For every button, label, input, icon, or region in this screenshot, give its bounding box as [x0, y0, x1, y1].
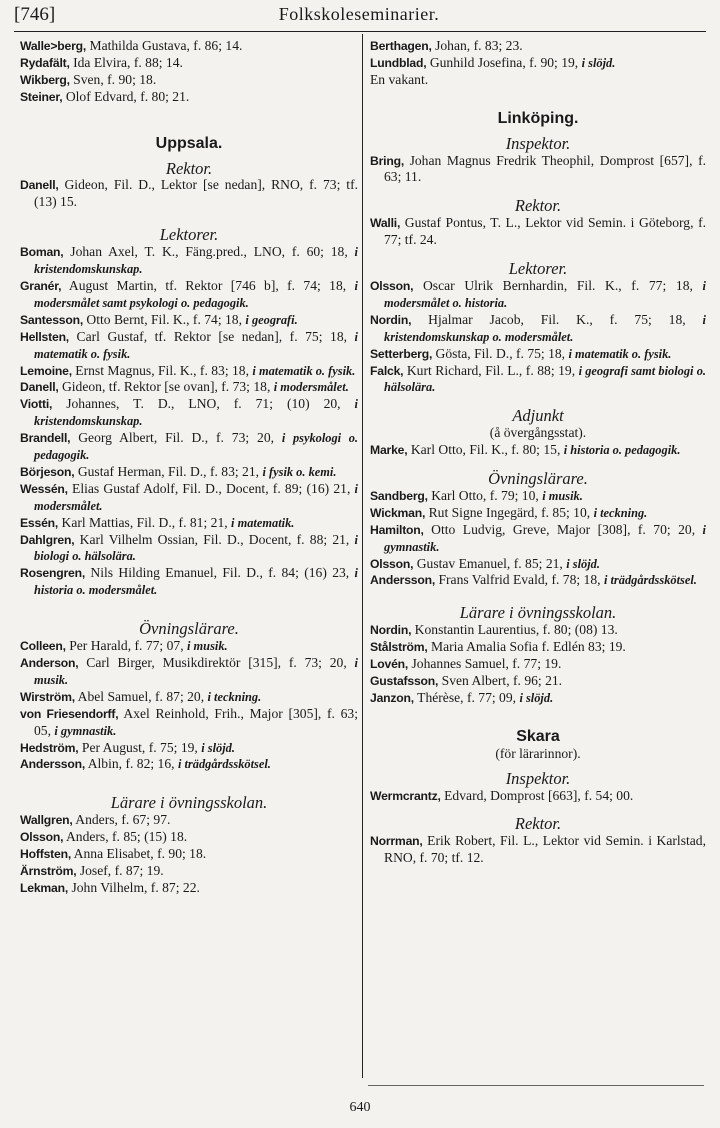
- entry-details: Ida Elvira, f. 88; 14.: [69, 54, 183, 70]
- entry-surname: Anderson,: [20, 656, 79, 670]
- directory-entry: [20, 756, 358, 773]
- entry-details: Konstantin Laurentius, f. 80; (08) 13.: [411, 622, 618, 638]
- entry-details: Nils Hilding Emanuel, Fil. D., f. 84; (16) 23,: [85, 565, 355, 581]
- entry-list: [20, 177, 358, 211]
- entry-details: Georg Albert, Fil. D., f. 73; 20,: [70, 430, 282, 446]
- section-heading-rektor: Rektor.: [165, 158, 213, 178]
- entry-details: August Martin, tf. Rektor [746 b], f. 74; 18,: [61, 277, 355, 293]
- entry-details: Axel Reinhold, Frih., Major [305], f. 63; 05,: [34, 705, 358, 738]
- directory-entry: [370, 346, 706, 363]
- entry-subject: i modersmålet samt psykologi o. pedagogik.: [34, 278, 358, 310]
- running-header: [14, 4, 704, 28]
- directory-entry: [370, 312, 706, 346]
- entry-details: Otto Bernt, Fil. K., f. 74; 18,: [83, 311, 246, 327]
- entry-subject: i psykologi o. pedagogik.: [34, 431, 358, 463]
- entry-surname: Sandberg,: [370, 488, 428, 503]
- directory-entry: [370, 488, 706, 505]
- entry-list: [370, 788, 706, 805]
- section-heading-inspektor: Inspektor.: [505, 768, 571, 788]
- entry-surname: Essén,: [20, 515, 59, 530]
- section-heading-ovningslarare: Övningslärare.: [488, 469, 588, 489]
- entry-list: [20, 244, 358, 599]
- directory-entry: [370, 278, 706, 312]
- entry-surname: Gustafsson,: [370, 674, 439, 688]
- entry-surname: Janzon,: [370, 690, 414, 705]
- entry-details: Gideon, tf. Rektor [se ovan], f. 73; 18,: [58, 379, 274, 395]
- directory-entry: [370, 622, 706, 639]
- entry-details: Johannes, T. D., LNO, f. 71; (10) 20,: [52, 396, 355, 412]
- entry-surname: Hoffsten,: [20, 847, 72, 862]
- entry-surname: Marke,: [370, 443, 408, 458]
- entry-subject: i teckning.: [207, 689, 262, 704]
- entry-subject: i gymnastik.: [54, 723, 117, 738]
- entry-subject: i kristendomskunskap.: [34, 397, 358, 429]
- entry-details: Karl Vilhelm Ossian, Fil. D., Docent, f. 88; 21,: [74, 531, 355, 547]
- entry-surname: Olsson,: [20, 830, 64, 845]
- section-heading-lektorer: Lektorer.: [159, 225, 219, 245]
- directory-entry: [370, 690, 706, 707]
- entry-details: Frans Valfrid Evald, f. 78; 18,: [435, 572, 604, 588]
- entry-list: [20, 638, 358, 773]
- directory-entry: [370, 572, 706, 589]
- entry-subject: i historia o. modersmålet.: [34, 566, 358, 598]
- directory-entry: [20, 244, 358, 278]
- directory-entry: [370, 833, 706, 867]
- entry-surname: Hedström,: [20, 740, 79, 755]
- directory-entry: [370, 363, 706, 397]
- directory-entry: [370, 673, 706, 690]
- entry-details: Johan Axel, T. K., Fäng.pred., LNO, f. 60; 18,: [63, 244, 355, 260]
- entry-surname: Andersson,: [370, 573, 436, 588]
- entry-surname: Colleen,: [20, 639, 66, 654]
- entry-details: Karl Otto, f. 79; 10,: [427, 487, 543, 503]
- directory-entry: [370, 639, 706, 656]
- entry-list: [370, 215, 706, 249]
- entry-subject: i slöjd.: [581, 55, 616, 70]
- directory-entry: [20, 829, 358, 846]
- column-divider: [362, 34, 363, 1078]
- section-heading-ovningsskolan: Lärare i övningsskolan.: [459, 603, 617, 623]
- entry-details: John Vilhelm, f. 87; 22.: [68, 879, 200, 895]
- entry-surname: Walle>berg,: [20, 39, 87, 53]
- directory-entry: [20, 278, 358, 312]
- left-column: [20, 38, 358, 897]
- entry-surname: Andersson,: [20, 757, 86, 772]
- directory-entry: [20, 177, 358, 211]
- entry-details: Maria Amalia Sofia f. Edlén 83; 19.: [427, 639, 626, 655]
- entry-subject: i geografi samt biologi o. hälsolära.: [384, 363, 706, 395]
- entry-surname: Viotti,: [20, 397, 53, 412]
- section-heading-ovningslarare: Övningslärare.: [139, 619, 239, 639]
- directory-entry: [20, 740, 358, 757]
- entry-surname: Wallgren,: [20, 813, 73, 828]
- entry-details: Sven, f. 90; 18.: [69, 71, 157, 87]
- entry-surname: Wikberg,: [20, 72, 70, 87]
- entry-surname: Lekman,: [20, 880, 69, 895]
- entry-details: Karl Mattias, Fil. D., f. 81; 21,: [58, 514, 232, 530]
- entry-subject: i musik.: [187, 639, 228, 654]
- adjunkt-note: (å övergångsstat).: [489, 425, 587, 441]
- directory-entry: [20, 846, 358, 863]
- entry-surname: von Friesendorff,: [20, 706, 119, 721]
- entry-details: Karl Otto, Fil. K., f. 80; 15,: [407, 442, 564, 458]
- entry-details: En vakant.: [370, 71, 429, 87]
- entry-details: Hjalmar Jacob, Fil. K., f. 75; 18,: [411, 311, 703, 327]
- directory-entry: [20, 464, 358, 481]
- entry-subject: i slöjd.: [201, 740, 235, 755]
- entry-details: Erik Robert, Fil. L., Lektor vid Semin. i Karlstad, RNO, f. 70; tf. 12.: [384, 833, 706, 866]
- entry-surname: Granér,: [20, 278, 62, 293]
- directory-entry: [370, 55, 706, 72]
- entry-surname: Danell,: [20, 380, 59, 395]
- entry-subject: i kristendomskunskap o. modersmålet.: [384, 312, 706, 344]
- section-heading-ovningsskolan: Lärare i övningsskolan.: [110, 793, 268, 813]
- directory-entry: [20, 706, 358, 740]
- entry-details: Otto Ludvig, Greve, Major [308], f. 70; 20,: [423, 521, 703, 537]
- directory-entry: [20, 38, 358, 55]
- section-heading-rektor: Rektor.: [514, 814, 562, 834]
- directory-entry: [20, 880, 358, 897]
- entry-subject: i slöjd.: [566, 556, 600, 571]
- entry-subject: i teckning.: [593, 505, 648, 520]
- city-heading-skara: Skara: [516, 727, 560, 745]
- entry-details: Gunhild Josefina, f. 90; 19,: [426, 54, 582, 70]
- section-heading-rektor: Rektor.: [514, 196, 562, 216]
- entry-subject: i matematik o. fysik.: [34, 329, 358, 361]
- entry-details: Gideon, Fil. D., Lektor [se nedan], RNO, f. 73; tf. (13) 15.: [34, 177, 358, 210]
- directory-entry: [20, 638, 358, 655]
- entry-details: Gustaf Pontus, T. L., Lektor vid Semin. i Göteborg, f. 77; tf. 24.: [384, 215, 706, 248]
- entry-surname: Steiner,: [20, 89, 63, 104]
- bottom-rule: [368, 1085, 704, 1086]
- page-title: Folkskoleseminarier.: [278, 4, 440, 24]
- entry-surname: Rydafält,: [20, 55, 70, 70]
- entry-surname: Ärnström,: [20, 863, 77, 878]
- entry-list: [370, 153, 706, 187]
- entry-details: Johannes Samuel, f. 77; 19.: [408, 656, 562, 672]
- entry-surname: Boman,: [20, 245, 64, 260]
- entry-list: [370, 38, 706, 89]
- entry-surname: Hamilton,: [370, 522, 424, 537]
- entry-surname: Lovén,: [370, 657, 409, 672]
- entry-details: Kurt Richard, Fil. L., f. 88; 19,: [403, 362, 579, 378]
- city-heading-linkoping: Linköping.: [497, 109, 579, 127]
- entry-details: Anders, f. 67; 97.: [72, 812, 171, 828]
- directory-entry: [370, 505, 706, 522]
- entry-details: Ernst Magnus, Fil. K., f. 83; 18,: [71, 362, 253, 378]
- right-column: [370, 38, 706, 867]
- directory-entry: [20, 72, 358, 89]
- directory-entry: [370, 788, 706, 805]
- entry-details: Gustaf Herman, Fil. D., f. 83; 21,: [74, 463, 263, 479]
- directory-entry: [370, 556, 706, 573]
- header-rule: [14, 31, 706, 32]
- entry-surname: Santesson,: [20, 312, 84, 327]
- entry-subject: i modersmålet.: [273, 380, 349, 395]
- entry-surname: Walli,: [370, 216, 401, 231]
- entry-surname: Danell,: [20, 178, 59, 193]
- entry-list: [370, 622, 706, 707]
- entry-subject: i kristendomskunskap.: [34, 245, 358, 277]
- directory-entry: [370, 442, 706, 459]
- entry-subject: i slöjd.: [519, 690, 554, 705]
- directory-entry: [20, 329, 358, 363]
- directory-entry: [370, 72, 706, 89]
- directory-entry: [20, 312, 358, 329]
- entry-subject: i modersmålet o. historia.: [384, 278, 706, 310]
- entry-surname: Bring,: [370, 153, 405, 168]
- entry-surname: Wermcrantz,: [370, 788, 441, 803]
- entry-subject: i historia o. pedagogik.: [563, 443, 681, 458]
- entry-subject: i modersmålet.: [34, 481, 358, 513]
- directory-entry: [370, 215, 706, 249]
- entry-details: Johan, f. 83; 23.: [431, 38, 523, 53]
- entry-subject: i geografi.: [245, 312, 298, 327]
- entry-subject: i matematik o. fysik.: [568, 346, 672, 361]
- directory-entry: [370, 656, 706, 673]
- entry-details: Johan Magnus Fredrik Theophil, Domprost [657], f. 63; 11.: [384, 152, 706, 185]
- directory-entry: [20, 89, 358, 106]
- directory-entry: [370, 38, 706, 55]
- directory-entry: [20, 689, 358, 706]
- directory-entry: [20, 379, 358, 396]
- entry-surname: Nordin,: [370, 312, 412, 327]
- directory-entry: [20, 363, 358, 380]
- directory-entry: [20, 396, 358, 430]
- directory-entry: [20, 655, 358, 689]
- entry-surname: Börjeson,: [20, 464, 75, 479]
- entry-details: Oscar Ulrik Bernhardin, Fil. K., f. 77; 18,: [413, 277, 703, 293]
- entry-surname: Stålström,: [370, 640, 428, 655]
- entry-surname: Hellsten,: [20, 329, 69, 344]
- entry-subject: i musik.: [542, 488, 583, 503]
- page-number: 640: [349, 1100, 371, 1115]
- entry-details: Josef, f. 87; 19.: [76, 862, 164, 878]
- directory-entry: [370, 153, 706, 187]
- entry-details: Mathilda Gustava, f. 86; 14.: [86, 38, 243, 53]
- entry-subject: i matematik o. fysik.: [252, 363, 356, 378]
- entry-details: Thérèse, f. 77; 09,: [413, 689, 520, 705]
- entry-list: [370, 278, 706, 396]
- entry-details: Carl Birger, Musikdirektör [315], f. 73; 20,: [78, 655, 355, 670]
- entry-details: Anders, f. 85; (15) 18.: [63, 829, 188, 845]
- directory-entry: [20, 481, 358, 515]
- section-heading-lektorer: Lektorer.: [508, 259, 568, 279]
- entry-surname: Berthagen,: [370, 39, 432, 53]
- entry-surname: Olsson,: [370, 278, 414, 293]
- directory-entry: [20, 515, 358, 532]
- entry-surname: Setterberg,: [370, 346, 433, 361]
- entry-details: Sven Albert, f. 96; 21.: [438, 673, 563, 688]
- directory-entry: [20, 55, 358, 72]
- entry-list: [370, 833, 706, 867]
- directory-entry: [20, 532, 358, 566]
- entry-subject: i matematik.: [231, 515, 295, 530]
- directory-entry: [20, 430, 358, 464]
- entry-details: Per Harald, f. 77; 07,: [65, 638, 187, 654]
- entry-surname: Wirström,: [20, 689, 75, 704]
- entry-surname: Lemoine,: [20, 363, 72, 378]
- city-note-skara: (för lärarinnor).: [495, 745, 581, 761]
- entry-surname: Rosengren,: [20, 566, 86, 581]
- entry-details: Elias Gustaf Adolf, Fil. D., Docent, f. 89; (16) 21,: [67, 480, 355, 496]
- entry-surname: Dahlgren,: [20, 532, 75, 547]
- entry-details: Carl Gustaf, tf. Rektor [se nedan], f. 75; 18,: [69, 328, 355, 344]
- entry-details: Gösta, Fil. D., f. 75; 18,: [432, 345, 569, 361]
- entry-details: Per August, f. 75; 19,: [78, 739, 202, 755]
- section-heading-inspektor: Inspektor.: [505, 133, 571, 153]
- entry-subject: i trädgårdsskötsel.: [603, 573, 697, 588]
- entry-list: [370, 442, 706, 459]
- entry-surname: Lundblad,: [370, 55, 427, 70]
- entry-surname: Nordin,: [370, 623, 412, 638]
- entry-surname: Falck,: [370, 363, 404, 378]
- entry-list: [20, 812, 358, 897]
- directory-entry: [20, 812, 358, 829]
- directory-entry: [370, 522, 706, 556]
- entry-subject: i trädgårdsskötsel.: [177, 757, 271, 772]
- entry-subject: i biologi o. hälsolära.: [34, 532, 358, 564]
- directory-entry: [20, 863, 358, 880]
- entry-surname: Brandell,: [20, 431, 71, 446]
- entry-details: Gustav Emanuel, f. 85; 21,: [413, 555, 567, 571]
- entry-list: [370, 488, 706, 589]
- entry-details: Abel Samuel, f. 87; 20,: [74, 688, 208, 704]
- entry-subject: i gymnastik.: [384, 522, 706, 554]
- entry-details: Anna Elisabet, f. 90; 18.: [71, 846, 207, 862]
- entry-surname: Olsson,: [370, 556, 414, 571]
- page-reference: [746]: [14, 4, 56, 25]
- section-heading-adjunkt: Adjunkt: [512, 406, 564, 426]
- entry-details: Albin, f. 82; 16,: [85, 756, 178, 772]
- entry-details: Olof Edvard, f. 80; 21.: [62, 88, 190, 104]
- city-heading-uppsala: Uppsala.: [155, 134, 223, 152]
- directory-entry: [20, 565, 358, 599]
- entry-subject: i fysik o. kemi.: [262, 464, 337, 479]
- entry-details: Edvard, Domprost [663], f. 54; 00.: [440, 787, 634, 803]
- entry-subject: i musik.: [34, 656, 358, 687]
- entry-surname: Wessén,: [20, 481, 68, 496]
- entry-surname: Wickman,: [370, 505, 426, 520]
- entry-details: Rut Signe Ingegärd, f. 85; 10,: [425, 504, 594, 520]
- entry-surname: Norrman,: [370, 834, 423, 849]
- entry-list: [20, 38, 358, 106]
